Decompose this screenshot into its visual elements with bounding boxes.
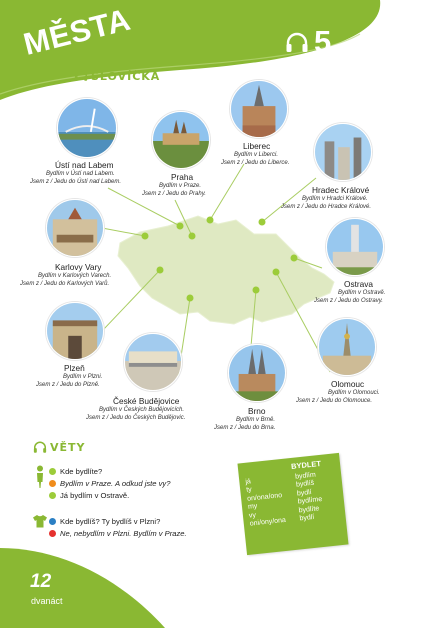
city-name-karlovy: Karlovy Vary xyxy=(55,262,102,272)
verb-form: bydlíš xyxy=(295,480,315,489)
karlovy-photo xyxy=(46,199,104,257)
budejovice-photo xyxy=(124,333,182,391)
dialogue1-answer: Bydlím v Praze. A odkud jste vy? xyxy=(60,479,171,488)
olomouc-photo xyxy=(318,318,376,376)
city-sentence-praha-2: Jsem z / Jedu do Prahy. xyxy=(142,191,206,197)
verb-form: bydlíme xyxy=(297,496,323,506)
city-sentence-praha-1: Bydlím v Praze. xyxy=(159,183,202,189)
ostrava-photo xyxy=(326,218,384,276)
city-sentence-ostrava-1: Bydlím v Ostravě. xyxy=(338,290,386,296)
section-heading-vety: VĚTY xyxy=(50,441,86,454)
city-sentence-liberec-2: Jsem z / Jedu do Liberce. xyxy=(221,160,290,166)
speaker-dot-green xyxy=(49,468,56,475)
verb-form: bydlím xyxy=(294,471,317,481)
conjugation-pronouns xyxy=(245,475,286,529)
city-sentence-karlovy-2: Jsem z / Jedu do Karlových Varů. xyxy=(20,281,110,287)
tshirt-icon xyxy=(32,514,48,528)
pronoun: my xyxy=(247,502,258,511)
city-sentence-olomouc-2: Jsem z / Jedu do Olomouce. xyxy=(296,398,373,404)
verb-form: bydlíte xyxy=(298,504,320,515)
dialogue1-question: Kde bydlíte? xyxy=(60,467,103,476)
page-title: MĚSTA xyxy=(20,1,134,62)
city-sentence-brno-1: Bydlím v Brně. xyxy=(236,417,276,423)
city-sentence-ostrava-2: Jsem z / Jedu do Ostravy. xyxy=(314,298,383,304)
city-name-plzen: Plzeň xyxy=(64,363,85,373)
pronoun: já xyxy=(245,478,252,486)
footer-corner xyxy=(0,548,180,628)
page-number-word: dvanáct xyxy=(31,596,63,606)
headphones-icon xyxy=(33,441,47,454)
conjugation-title: BYDLET xyxy=(290,458,322,471)
usti-photo xyxy=(57,98,117,158)
city-sentence-usti-2: Jsem z / Jedu do Ústí nad Labem. xyxy=(30,179,122,185)
city-name-ostrava: Ostrava xyxy=(344,279,374,289)
city-sentence-usti-1: Bydlím v Ústí nad Labem. xyxy=(46,171,115,177)
person-icon xyxy=(35,465,45,489)
city-sentence-budejovice-2: Jsem z / Jedu do Českých Budějovic. xyxy=(86,415,186,421)
pronoun: oni/ony/ona xyxy=(249,516,287,528)
dialogue1-reply: Já bydlím v Ostravě. xyxy=(60,491,130,500)
city-sentence-plzen-2: Jsem z / Jedu do Plzně. xyxy=(36,382,100,388)
conjugation-forms xyxy=(295,471,325,524)
city-sentence-hradec-1: Bydlím v Hradci Králové. xyxy=(302,196,368,202)
hradec-photo xyxy=(314,123,372,181)
speaker-dot-green-2 xyxy=(49,492,56,499)
unit-number: 5 xyxy=(314,24,332,59)
city-sentence-olomouc-1: Bydlím v Olomouci. xyxy=(328,390,380,396)
verb-form: bydlí xyxy=(299,513,315,523)
city-sentence-karlovy-1: Bydlím v Karlových Varech. xyxy=(38,273,112,279)
pronoun: vy xyxy=(248,511,257,520)
dialogue2-question: Kde bydlíš? Ty bydlíš v Plzni? xyxy=(60,517,161,526)
dialogue2-answer: Ne, nebydlím v Plzni. Bydlím v Praze. xyxy=(60,529,187,538)
verb-form: bydlí xyxy=(296,488,313,498)
city-sentence-budejovice-1: Bydlím v Českých Budějovicích. xyxy=(99,407,185,413)
city-sentence-brno-2: Jsem z / Jedu do Brna. xyxy=(214,425,276,431)
plzen-photo xyxy=(46,302,104,360)
speaker-dot-red xyxy=(49,530,56,537)
pronoun: on/ona/ono xyxy=(246,491,283,503)
speaker-dot-blue xyxy=(49,518,56,525)
city-sentence-plzen-1: Bydlím v Plzni. xyxy=(63,374,103,380)
city-name-hradec: Hradec Králové xyxy=(312,185,370,195)
city-name-liberec: Liberec xyxy=(243,141,271,151)
city-name-budejovice: České Budějovice xyxy=(113,396,180,406)
page-number: 12 xyxy=(30,571,52,592)
city-name-praha: Praha xyxy=(171,172,194,182)
city-name-brno: Brno xyxy=(248,406,266,416)
liberec-photo xyxy=(230,80,288,138)
city-name-olomouc: Olomouc xyxy=(331,379,365,389)
brno-photo xyxy=(228,344,286,402)
city-sentence-hradec-2: Jsem z / Jedu do Hradce Králové. xyxy=(281,204,372,210)
praha-photo xyxy=(152,111,210,169)
section-heading-slovicka: SLOVÍČKA xyxy=(91,70,161,83)
speaker-dot-orange xyxy=(49,480,56,487)
city-sentence-liberec-1: Bydlím v Liberci. xyxy=(234,152,279,158)
city-name-usti: Ústí nad Labem xyxy=(55,160,114,170)
pronoun: ty xyxy=(245,486,253,495)
conjugation-card xyxy=(237,453,348,555)
